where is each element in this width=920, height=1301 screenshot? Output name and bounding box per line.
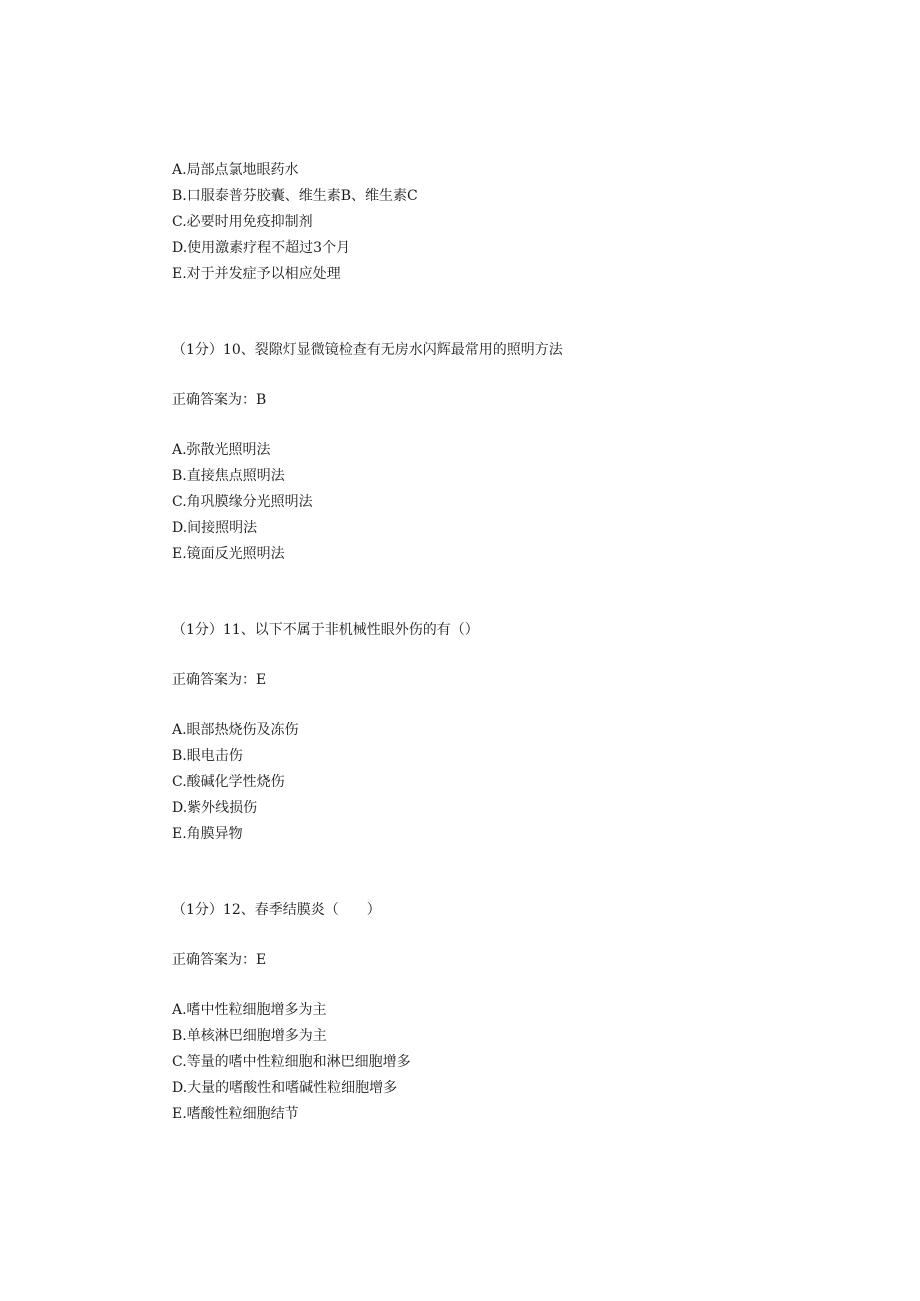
document-page: [172, 157, 872, 1127]
option-d: D.紫外线损伤: [172, 800, 258, 816]
question-12: [172, 897, 872, 1127]
option-a: A.嗜中性粒细胞增多为主: [172, 1002, 327, 1018]
option-c: C.酸碱化学性烧伤: [172, 774, 285, 790]
question-stem: （1分）10、裂隙灯显微镜检查有无房水闪辉最常用的照明方法: [172, 342, 563, 358]
question-11: [172, 617, 872, 847]
question-stem: （1分）11、以下不属于非机械性眼外伤的有（）: [172, 622, 479, 638]
option-list: [172, 997, 872, 1127]
option-c: C.必要时用免疫抑制剂: [172, 214, 313, 230]
option-e: E.对于并发症予以相应处理: [172, 266, 341, 282]
correct-answer: 正确答案为：B: [172, 392, 267, 408]
option-a: A.局部点氯地眼药水: [172, 162, 299, 178]
option-list: [172, 717, 872, 847]
question-stem: （1分）12、春季结膜炎（ ）: [172, 902, 381, 918]
option-b: B.口服泰普芬胶囊、维生素B、维生素C: [172, 188, 418, 204]
question-10: [172, 337, 872, 567]
option-c: C.等量的嗜中性粒细胞和淋巴细胞增多: [172, 1054, 411, 1070]
option-d: D.使用激素疗程不超过3个月: [172, 240, 351, 256]
option-b: B.眼电击伤: [172, 748, 243, 764]
option-d: D.间接照明法: [172, 520, 258, 536]
option-list: [172, 437, 872, 567]
option-b: B.单核淋巴细胞增多为主: [172, 1028, 327, 1044]
option-e: E.嗜酸性粒细胞结节: [172, 1106, 299, 1122]
question-9-options: [172, 157, 872, 287]
option-a: A.眼部热烧伤及冻伤: [172, 722, 299, 738]
option-e: E.角膜异物: [172, 826, 243, 842]
option-b: B.直接焦点照明法: [172, 468, 285, 484]
correct-answer: 正确答案为：E: [172, 952, 267, 968]
option-e: E.镜面反光照明法: [172, 546, 285, 562]
option-c: C.角巩膜缘分光照明法: [172, 494, 313, 510]
option-d: D.大量的嗜酸性和嗜碱性粒细胞增多: [172, 1080, 398, 1096]
option-a: A.弥散光照明法: [172, 442, 271, 458]
correct-answer: 正确答案为：E: [172, 672, 267, 688]
